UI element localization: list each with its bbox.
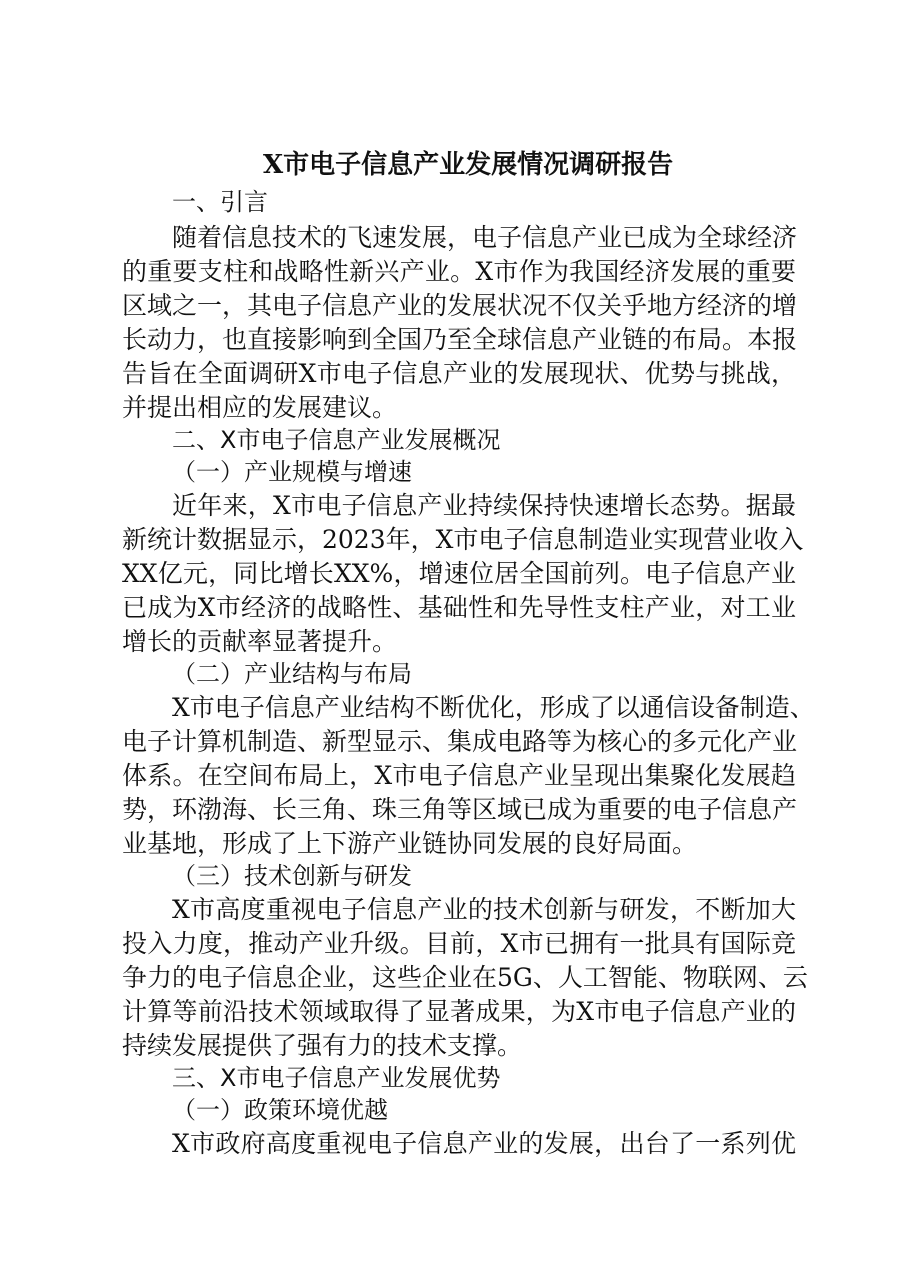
paragraph-line: 持续发展提供了强有力的技术支撑。 [122,1031,523,1060]
paragraph-line: 计算等前沿技术领域取得了显著成果，为X市电子信息产业的 [122,997,796,1026]
paragraph-line: 投入力度，推动产业升级。目前，X市已拥有一批具有国际竞 [122,929,796,958]
paragraph-line: X市高度重视电子信息产业的技术创新与研发，不断加大 [172,895,796,924]
paragraph-line: 电子计算机制造、新型显示、集成电路等为核心的多元化产业 [122,727,798,756]
document-title: X市电子信息产业发展情况调研报告 [263,150,674,180]
paragraph-line: 增长的贡献率显著提升。 [122,627,398,656]
paragraph-line: 区域之一，其电子信息产业的发展状况不仅关乎地方经济的增 [122,291,798,320]
paragraph-line: 并提出相应的发展建议。 [122,393,398,422]
subsection-heading-innovation: （三）技术创新与研发 [172,862,412,890]
section-heading-introduction: 一、引言 [172,188,268,216]
paragraph-line: 业基地，形成了上下游产业链协同发展的良好局面。 [122,829,698,858]
paragraph-line: 近年来，X市电子信息产业持续保持快速增长态势。据最 [172,491,796,520]
section-heading-advantages: 三、X市电子信息产业发展优势 [172,1064,501,1092]
paragraph-line: X市政府高度重视电子信息产业的发展，出台了一系列优 [172,1129,796,1158]
paragraph-line: 新统计数据显示，2023年，X市电子信息制造业实现营业收入 [122,525,804,554]
paragraph-line: 随着信息技术的飞速发展，电子信息产业已成为全球经济 [172,223,798,252]
section-heading-overview: 二、X市电子信息产业发展概况 [172,426,501,454]
paragraph-line: 争力的电子信息企业，这些企业在5G、人工智能、物联网、云 [122,963,808,992]
paragraph-line: 的重要支柱和战略性新兴产业。X市作为我国经济发展的重要 [122,257,796,286]
paragraph-line: 势，环渤海、长三角、珠三角等区域已成为重要的电子信息产 [122,795,798,824]
paragraph-line: 告旨在全面调研X市电子信息产业的发展现状、优势与挑战， [122,359,796,388]
paragraph-line: X市电子信息产业结构不断优化，形成了以通信设备制造、 [172,693,815,722]
paragraph-line: 长动力，也直接影响到全国乃至全球信息产业链的布局。本报 [122,325,798,354]
paragraph-line: XX亿元，同比增长XX%，增速位居全国前列。电子信息产业 [122,559,796,588]
subsection-heading-scale: （一）产业规模与增速 [172,458,412,486]
paragraph-line: 已成为X市经济的战略性、基础性和先导性支柱产业，对工业 [122,593,796,622]
subsection-heading-policy: （一）政策环境优越 [172,1096,388,1124]
paragraph-line: 体系。在空间布局上，X市电子信息产业呈现出集聚化发展趋 [122,761,796,790]
subsection-heading-structure: （二）产业结构与布局 [172,660,412,688]
